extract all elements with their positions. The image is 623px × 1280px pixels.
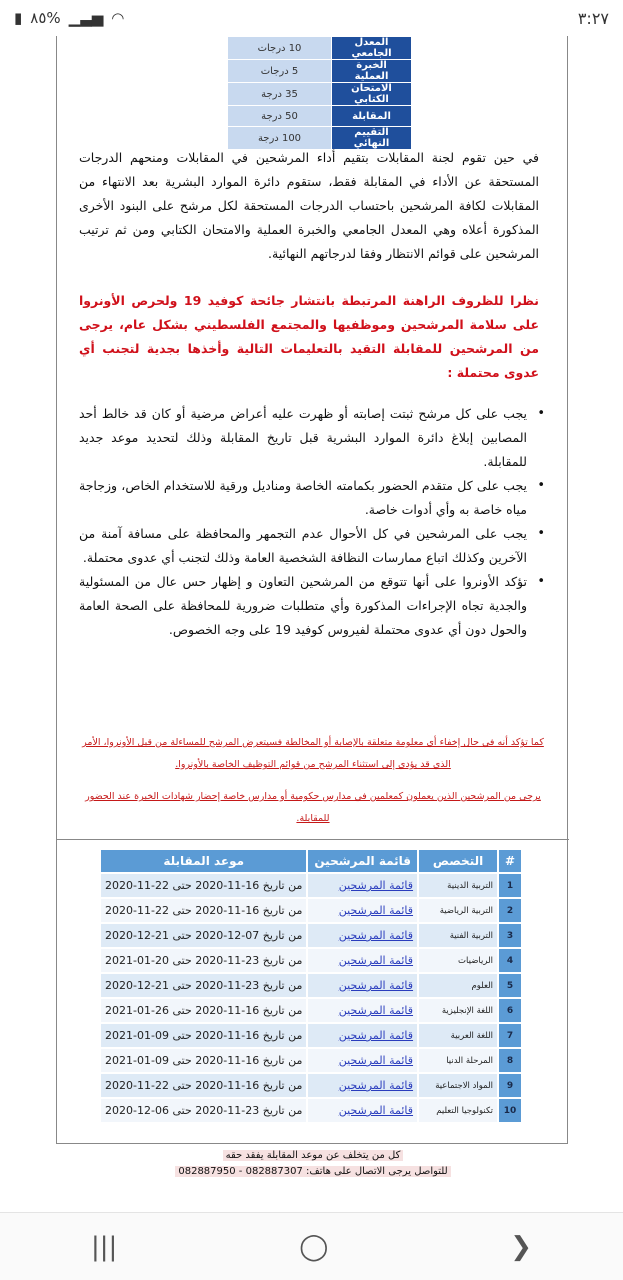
row-specialization: الرياضيات	[419, 949, 497, 972]
list-item: • يجب على كل مرشح ثبتت إصابته أو ظهرت عليه أعراض مرضية أو كان قد خالط أحد المصابين إبلاغ دائرة الموارد البشرية قبل تاريخ المقابلة وذلك لتحديد موعد جديد للمقابلة.	[79, 402, 547, 474]
row-interview-date: من تاريخ 16-11-2020 حتى 09-01-2021	[101, 1049, 306, 1072]
table-row	[101, 924, 521, 947]
candidates-list-link[interactable]: قائمة المرشحين	[308, 899, 417, 922]
score-label: التقييم النهائي	[332, 127, 412, 150]
header-num: #	[499, 850, 521, 872]
score-value: 100 درجة	[228, 127, 332, 150]
row-specialization: المواد الاجتماعية	[419, 1074, 497, 1097]
score-row	[228, 83, 412, 106]
status-time: ٣:٢٧	[577, 8, 609, 28]
battery-icon: ▮	[14, 9, 23, 27]
battery-level: ٨٥%	[30, 9, 61, 27]
row-specialization: التربية الدينية	[419, 874, 497, 897]
table-row	[101, 999, 521, 1022]
row-number: 5	[499, 974, 521, 997]
score-label: الامتحان الكتابي	[332, 83, 412, 106]
table-row	[101, 1024, 521, 1047]
table-row	[101, 949, 521, 972]
signal-icon: ▁▃▅	[68, 9, 104, 27]
score-label: الخبرة العملية	[332, 60, 412, 83]
row-interview-date: من تاريخ 16-11-2020 حتى 22-11-2020	[101, 899, 306, 922]
list-item: • يجب على المرشحين في كل الأحوال عدم التجمهر والمحافظة على مسافة آمنة من الآخرين وكذلك اتباع ممارسات النظافة الشخصية العامة وذلك لتجنب أي عدوى محتملة.	[79, 522, 547, 570]
status-bar	[0, 0, 623, 36]
candidates-list-link[interactable]: قائمة المرشحين	[308, 1099, 417, 1122]
row-number: 7	[499, 1024, 521, 1047]
row-interview-date: من تاريخ 16-11-2020 حتى 22-11-2020	[101, 874, 306, 897]
score-value: 35 درجة	[228, 83, 332, 106]
row-interview-date: من تاريخ 16-11-2020 حتى 26-01-2021	[101, 999, 306, 1022]
certificate-note: يرجى من المرشحين الذين يعملون كمعلمين في مدارس حكومية أو مدارس خاصة إحضار شهادات الخبرة عند الحضور للمقابلة.	[85, 791, 541, 824]
row-number: 3	[499, 924, 521, 947]
table-row	[101, 1074, 521, 1097]
score-label: المقابلة	[332, 106, 412, 127]
row-interview-date: من تاريخ 23-11-2020 حتى 20-01-2021	[101, 949, 306, 972]
row-number: 8	[499, 1049, 521, 1072]
contact-info	[160, 1148, 466, 1180]
divider	[57, 839, 569, 840]
list-item: • تؤكد الأونروا على أنها تتوقع من المرشحين التعاون و إظهار حس عال من المسئولية والجدية تجاه الإجراءات المذكورة وأي متطلبات ضرورية للمحافظة على الصحة العامة والحول دون أي عدوى محتملة لفيروس كوفيد 19 على وجه الخصوص.	[79, 570, 547, 642]
row-interview-date: من تاريخ 23-11-2020 حتى 06-12-2020	[101, 1099, 306, 1122]
row-specialization: اللغة العربية	[419, 1024, 497, 1047]
table-header-row	[101, 850, 521, 872]
table-row	[101, 899, 521, 922]
row-number: 9	[499, 1074, 521, 1097]
candidates-list-link[interactable]: قائمة المرشحين	[308, 874, 417, 897]
row-interview-date: من تاريخ 23-11-2020 حتى 21-12-2020	[101, 974, 306, 997]
score-value: 5 درجات	[228, 60, 332, 83]
row-interview-date: من تاريخ 07-12-2020 حتى 21-12-2020	[101, 924, 306, 947]
row-number: 2	[499, 899, 521, 922]
score-row	[228, 106, 412, 127]
wifi-icon: ◠	[111, 9, 125, 27]
instructions-list	[79, 402, 547, 642]
row-number: 1	[499, 874, 521, 897]
navigation-bar	[0, 1212, 623, 1280]
score-table	[227, 36, 412, 150]
absence-warning: كل من يتخلف عن موعد المقابلة يفقد حقه	[223, 1150, 404, 1161]
row-specialization: تكنولوجيا التعليم	[419, 1099, 497, 1122]
disclosure-note: كما تؤكد أنه في حال إخفاء أي معلومة متعلقة بالإصابة أو المخالطة فسيتعرض المرشح للمساءلة من قبل الأونروا، الأمر الذي قد يؤدي إلى استثناء المرشح من قوائم التوظيف الخاصة بالأونروا.	[82, 737, 544, 770]
document-page	[56, 36, 568, 1144]
back-icon[interactable]: ❯	[510, 1231, 533, 1262]
row-number: 6	[499, 999, 521, 1022]
row-specialization: العلوم	[419, 974, 497, 997]
row-number: 4	[499, 949, 521, 972]
phone-contact: للتواصل يرجى الاتصال على هاتف: 082887307 - 082887950	[175, 1166, 450, 1177]
candidates-list-link[interactable]: قائمة المرشحين	[308, 924, 417, 947]
interview-schedule-table	[99, 848, 523, 1124]
table-row	[101, 1099, 521, 1122]
candidates-list-link[interactable]: قائمة المرشحين	[308, 974, 417, 997]
score-row	[228, 60, 412, 83]
bullet-icon: •	[537, 574, 545, 589]
candidates-list-link[interactable]: قائمة المرشحين	[308, 1074, 417, 1097]
score-row	[228, 37, 412, 60]
header-spec: التخصص	[419, 850, 497, 872]
candidates-list-link[interactable]: قائمة المرشحين	[308, 949, 417, 972]
score-value: 50 درجة	[228, 106, 332, 127]
bullet-icon: •	[537, 406, 545, 421]
row-specialization: اللغة الإنجليزية	[419, 999, 497, 1022]
candidates-list-link[interactable]: قائمة المرشحين	[308, 999, 417, 1022]
row-interview-date: من تاريخ 16-11-2020 حتى 22-11-2020	[101, 1074, 306, 1097]
score-label: المعدل الجامعي	[332, 37, 412, 60]
table-row	[101, 974, 521, 997]
evaluation-paragraph: في حين تقوم لجنة المقابلات بتقيم أداء المرشحين في المقابلات ومنحهم الدرجات المستحقة عن الأداء في المقابلة فقط، ستقوم دائرة الموارد البشرية بعد الانتهاء من المقابلات لكافة المرشحين باحتساب الدرجات المستحقة لكل مرشح على البنود الأخرى المذكورة أعلاه وهي المعدل الجامعي والخبرة العملية والامتحان الكتابي ومن ثم ترتيب المرشحين على قوائم الانتظار وفقا لدرجاتهم النهائية.	[79, 150, 539, 261]
score-value: 10 درجات	[228, 37, 332, 60]
list-item: • يجب على كل متقدم الحضور بكمامته الخاصة ومناديل ورقية للاستخدام الخاص، وزجاجة مياه خاصة به وأي أدوات خاصة.	[79, 474, 547, 522]
row-specialization: المرحلة الدنيا	[419, 1049, 497, 1072]
table-row	[101, 874, 521, 897]
covid-notice-paragraph: نظرا للظروف الراهنة المرتبطة بانتشار جائحة كوفيد 19 ولحرص الأونروا على سلامة المرشحين وموظفيها والمجتمع الفلسطيني بشكل عام، يرجى من المرشحين للمقابلة التقيد بالتعليمات التالية وأخذها بجدية لتجنب أي عدوى محتملة :	[79, 293, 539, 380]
recent-apps-icon[interactable]: |||	[90, 1231, 118, 1262]
table-row	[101, 1049, 521, 1072]
candidates-list-link[interactable]: قائمة المرشحين	[308, 1049, 417, 1072]
row-specialization: التربية الرياضية	[419, 899, 497, 922]
row-interview-date: من تاريخ 16-11-2020 حتى 09-01-2021	[101, 1024, 306, 1047]
bullet-icon: •	[537, 526, 545, 541]
header-date: موعد المقابلة	[101, 850, 306, 872]
row-specialization: التربية الفنية	[419, 924, 497, 947]
candidates-list-link[interactable]: قائمة المرشحين	[308, 1024, 417, 1047]
home-icon[interactable]: ◯	[299, 1231, 329, 1262]
status-icons	[14, 9, 124, 27]
header-list: قائمة المرشحين	[308, 850, 417, 872]
bullet-icon: •	[537, 478, 545, 493]
row-number: 10	[499, 1099, 521, 1122]
